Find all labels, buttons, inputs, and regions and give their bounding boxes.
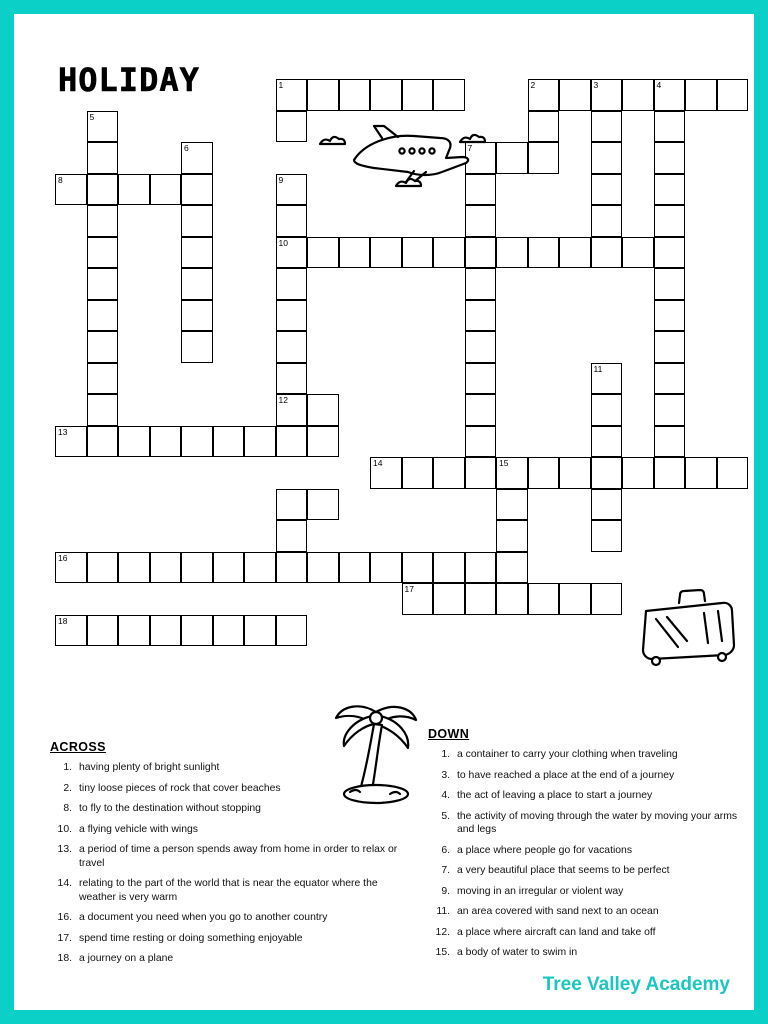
cell-number: 2 xyxy=(530,80,536,90)
down-heading: DOWN xyxy=(428,727,470,741)
cell-number: 8 xyxy=(58,174,63,185)
grid-cell[interactable] xyxy=(559,457,591,489)
grid-cell[interactable] xyxy=(276,331,308,363)
clue-number: 3. xyxy=(441,769,450,781)
grid-cell[interactable] xyxy=(339,237,371,269)
clue-item xyxy=(428,844,738,858)
grid-cell[interactable] xyxy=(654,205,686,237)
clue-number: 9. xyxy=(441,885,450,897)
grid-cell-numbered[interactable] xyxy=(591,363,623,395)
grid-cell[interactable] xyxy=(118,174,150,206)
grid-cell[interactable] xyxy=(244,552,276,584)
grid-cell[interactable] xyxy=(465,331,497,363)
clue-text: the activity of moving through the water by moving your arms and legs xyxy=(457,810,738,835)
grid-cell[interactable] xyxy=(528,457,560,489)
cell-number: 9 xyxy=(278,174,284,185)
grid-cell[interactable] xyxy=(402,552,434,584)
clue-text: a document you need when you go to another country xyxy=(79,912,328,923)
clue-number: 4. xyxy=(441,790,450,801)
clue-text: a period of time a person spends away from home in order to relax or travel xyxy=(79,844,398,869)
cell-number: 16 xyxy=(58,552,68,563)
clue-item xyxy=(428,769,738,783)
grid-cell[interactable] xyxy=(591,520,623,552)
grid-cell-numbered[interactable] xyxy=(496,457,528,489)
grid-cell[interactable] xyxy=(339,552,371,584)
cell-number: 4 xyxy=(656,80,662,90)
grid-cell[interactable] xyxy=(370,79,402,111)
clue-text: a very beautiful place that seems to be perfect xyxy=(457,865,670,876)
grid-cell-numbered[interactable] xyxy=(276,237,308,269)
grid-cell[interactable] xyxy=(370,552,402,584)
grid-cell[interactable] xyxy=(118,552,150,584)
grid-cell[interactable] xyxy=(276,520,308,552)
clue-number: 17. xyxy=(57,932,72,944)
grid-cell-numbered[interactable] xyxy=(87,111,119,143)
grid-cell[interactable] xyxy=(181,205,213,237)
grid-cell[interactable] xyxy=(591,111,623,143)
clue-text: a journey on a plane xyxy=(79,953,174,964)
grid-cell-numbered[interactable] xyxy=(591,79,623,111)
grid-cell[interactable] xyxy=(433,552,465,584)
grid-cell[interactable] xyxy=(307,552,339,584)
grid-cell[interactable] xyxy=(87,426,119,458)
grid-cell[interactable] xyxy=(276,205,308,237)
grid-cell[interactable] xyxy=(87,363,119,395)
clue-item xyxy=(428,946,738,960)
clue-number: 13. xyxy=(57,844,72,855)
clue-text: to have reached a place at the end of a journey xyxy=(457,769,675,781)
clue-item xyxy=(428,926,738,940)
grid-cell-numbered[interactable] xyxy=(276,79,308,111)
grid-cell[interactable] xyxy=(87,174,119,206)
grid-cell[interactable] xyxy=(307,426,339,458)
clue-number: 1. xyxy=(63,762,72,773)
grid-cell[interactable] xyxy=(591,426,623,458)
cell-number: 7 xyxy=(467,143,473,153)
grid-cell-numbered[interactable] xyxy=(55,174,87,206)
grid-cell[interactable] xyxy=(465,394,497,426)
grid-cell[interactable] xyxy=(591,489,623,521)
suitcase-icon xyxy=(634,589,739,667)
grid-cell[interactable] xyxy=(87,205,119,237)
cell-number: 3 xyxy=(593,80,599,90)
airplane-icon xyxy=(314,124,504,194)
grid-cell-numbered[interactable] xyxy=(654,79,686,111)
grid-cell[interactable] xyxy=(717,79,749,111)
clue-text: the act of leaving a place to start a journey xyxy=(457,790,653,801)
grid-cell-numbered[interactable] xyxy=(55,426,87,458)
clue-item xyxy=(428,748,738,762)
grid-cell[interactable] xyxy=(87,237,119,269)
grid-cell[interactable] xyxy=(307,489,339,521)
grid-cell[interactable] xyxy=(591,457,623,489)
cell-number: 15 xyxy=(499,458,509,468)
grid-cell[interactable] xyxy=(496,552,528,584)
cell-number: 18 xyxy=(58,615,68,626)
grid-cell[interactable] xyxy=(622,457,654,489)
grid-cell[interactable] xyxy=(276,268,308,300)
clue-item xyxy=(50,823,400,837)
grid-cell[interactable] xyxy=(654,268,686,300)
clue-number: 11. xyxy=(436,906,450,917)
grid-cell[interactable] xyxy=(276,489,308,521)
clue-item xyxy=(428,789,738,803)
grid-cell[interactable] xyxy=(87,300,119,332)
grid-cell[interactable] xyxy=(181,174,213,206)
cell-number: 5 xyxy=(89,111,95,122)
clue-item xyxy=(50,952,400,966)
grid-cell[interactable] xyxy=(465,583,497,615)
clue-text: a place where people go for vacations xyxy=(457,844,633,856)
grid-cell[interactable] xyxy=(465,300,497,332)
grid-cell[interactable] xyxy=(528,583,560,615)
grid-cell[interactable] xyxy=(276,363,308,395)
grid-cell[interactable] xyxy=(654,457,686,489)
grid-cell[interactable] xyxy=(465,205,497,237)
grid-cell[interactable] xyxy=(622,237,654,269)
grid-cell[interactable] xyxy=(244,615,276,647)
grid-cell[interactable] xyxy=(213,426,245,458)
grid-cell[interactable] xyxy=(559,237,591,269)
grid-cell[interactable] xyxy=(370,237,402,269)
cell-number: 6 xyxy=(184,143,189,153)
grid-cell[interactable] xyxy=(654,111,686,143)
across-heading: ACROSS xyxy=(50,740,106,754)
grid-cell[interactable] xyxy=(559,583,591,615)
grid-cell[interactable] xyxy=(276,426,308,458)
clue-number: 18. xyxy=(57,953,72,964)
cell-number: 17 xyxy=(404,584,414,594)
clue-item xyxy=(428,905,738,919)
grid-cell[interactable] xyxy=(496,489,528,521)
grid-cell[interactable] xyxy=(433,237,465,269)
grid-cell-numbered[interactable] xyxy=(55,615,87,647)
clue-text: having plenty of bright sunlight xyxy=(79,762,220,773)
grid-cell-numbered[interactable] xyxy=(276,174,308,206)
down-clues xyxy=(428,727,738,967)
clue-number: 10. xyxy=(57,823,72,835)
grid-cell[interactable] xyxy=(465,237,497,269)
grid-cell[interactable] xyxy=(276,615,308,647)
clue-item xyxy=(50,802,400,816)
clue-number: 12. xyxy=(435,926,450,938)
grid-cell[interactable] xyxy=(465,363,497,395)
clue-number: 16. xyxy=(57,912,72,923)
grid-cell[interactable] xyxy=(654,394,686,426)
grid-cell[interactable] xyxy=(181,268,213,300)
grid-cell[interactable] xyxy=(213,552,245,584)
grid-cell[interactable] xyxy=(402,457,434,489)
clue-number: 15. xyxy=(435,947,450,958)
cell-number: 14 xyxy=(373,458,383,468)
grid-cell[interactable] xyxy=(685,79,717,111)
grid-cell[interactable] xyxy=(591,174,623,206)
page-title: HOLIDAY xyxy=(58,61,200,99)
grid-cell[interactable] xyxy=(622,79,654,111)
clue-text: tiny loose pieces of rock that cover beaches xyxy=(79,782,281,794)
grid-cell[interactable] xyxy=(433,583,465,615)
grid-cell[interactable] xyxy=(213,615,245,647)
grid-cell-numbered[interactable] xyxy=(55,552,87,584)
grid-cell[interactable] xyxy=(87,331,119,363)
clue-text: relating to the part of the world that is near the equator where the weather is very warm xyxy=(79,878,378,903)
clue-number: 1. xyxy=(441,749,450,760)
grid-cell[interactable] xyxy=(402,237,434,269)
grid-cell[interactable] xyxy=(654,331,686,363)
grid-cell[interactable] xyxy=(118,615,150,647)
grid-cell[interactable] xyxy=(465,426,497,458)
across-clues xyxy=(50,740,400,973)
grid-cell[interactable] xyxy=(654,174,686,206)
grid-cell[interactable] xyxy=(654,237,686,269)
grid-cell[interactable] xyxy=(181,552,213,584)
grid-cell[interactable] xyxy=(181,615,213,647)
clue-number: 2. xyxy=(63,782,72,794)
clue-text: spend time resting or doing something enjoyable xyxy=(79,932,303,944)
grid-cell[interactable] xyxy=(654,142,686,174)
cell-number: 12 xyxy=(278,395,288,405)
grid-cell-numbered[interactable] xyxy=(370,457,402,489)
grid-cell[interactable] xyxy=(181,300,213,332)
grid-cell[interactable] xyxy=(528,142,560,174)
grid-cell-numbered[interactable] xyxy=(528,79,560,111)
clue-number: 14. xyxy=(57,878,72,889)
grid-cell[interactable] xyxy=(339,79,371,111)
clue-item xyxy=(50,932,400,946)
clue-number: 8. xyxy=(63,803,72,814)
grid-cell[interactable] xyxy=(87,552,119,584)
clue-number: 6. xyxy=(441,844,450,856)
grid-cell[interactable] xyxy=(87,142,119,174)
clue-text: a place where aircraft can land and take off xyxy=(457,926,656,938)
clue-item xyxy=(50,761,400,775)
clue-text: an area covered with sand next to an ocean xyxy=(457,906,659,917)
cell-number: 11 xyxy=(593,363,603,374)
grid-cell[interactable] xyxy=(496,520,528,552)
clue-text: moving in an irregular or violent way xyxy=(457,885,624,897)
grid-cell[interactable] xyxy=(528,237,560,269)
grid-cell[interactable] xyxy=(181,426,213,458)
grid-cell[interactable] xyxy=(654,363,686,395)
grid-cell[interactable] xyxy=(87,615,119,647)
cell-number: 10 xyxy=(278,237,288,248)
clue-text: a container to carry your clothing when traveling xyxy=(457,749,678,760)
clue-text: a body of water to swim in xyxy=(457,947,578,958)
grid-cell[interactable] xyxy=(654,300,686,332)
brand-footer: Tree Valley Academy xyxy=(542,974,730,995)
grid-cell[interactable] xyxy=(559,79,591,111)
grid-cell[interactable] xyxy=(244,426,276,458)
clue-number: 5. xyxy=(441,810,450,822)
grid-cell[interactable] xyxy=(496,237,528,269)
grid-cell[interactable] xyxy=(118,426,150,458)
grid-cell[interactable] xyxy=(685,457,717,489)
grid-cell[interactable] xyxy=(87,268,119,300)
grid-cell-numbered[interactable] xyxy=(181,142,213,174)
grid-cell[interactable] xyxy=(591,142,623,174)
grid-cell[interactable] xyxy=(150,174,182,206)
grid-cell[interactable] xyxy=(150,615,182,647)
grid-cell[interactable] xyxy=(181,237,213,269)
clue-item xyxy=(428,810,738,837)
grid-cell[interactable] xyxy=(465,268,497,300)
grid-cell[interactable] xyxy=(591,394,623,426)
grid-cell[interactable] xyxy=(654,426,686,458)
grid-cell[interactable] xyxy=(402,79,434,111)
worksheet-page xyxy=(14,14,754,1010)
cell-number: 1 xyxy=(278,80,284,90)
grid-cell[interactable] xyxy=(591,237,623,269)
grid-cell[interactable] xyxy=(591,583,623,615)
grid-cell[interactable] xyxy=(307,79,339,111)
clue-text: a flying vehicle with wings xyxy=(79,823,198,835)
grid-cell-numbered[interactable] xyxy=(402,583,434,615)
clue-item xyxy=(428,864,738,878)
grid-cell[interactable] xyxy=(433,79,465,111)
grid-cell[interactable] xyxy=(433,457,465,489)
grid-cell[interactable] xyxy=(307,394,339,426)
grid-cell[interactable] xyxy=(276,300,308,332)
grid-cell[interactable] xyxy=(307,237,339,269)
grid-cell[interactable] xyxy=(528,111,560,143)
grid-cell[interactable] xyxy=(150,552,182,584)
grid-cell[interactable] xyxy=(496,583,528,615)
grid-cell[interactable] xyxy=(276,552,308,584)
grid-cell[interactable] xyxy=(465,552,497,584)
clue-item xyxy=(428,885,738,899)
grid-cell[interactable] xyxy=(87,394,119,426)
grid-cell[interactable] xyxy=(465,457,497,489)
clue-item xyxy=(50,911,400,925)
clue-item xyxy=(50,782,400,796)
clue-item xyxy=(50,877,400,904)
grid-cell[interactable] xyxy=(181,331,213,363)
grid-cell[interactable] xyxy=(150,426,182,458)
clue-item xyxy=(50,843,400,870)
grid-cell-numbered[interactable] xyxy=(276,394,308,426)
clue-text: to fly to the destination without stopping xyxy=(79,803,261,814)
cell-number: 13 xyxy=(58,426,68,437)
clue-number: 7. xyxy=(441,865,450,876)
grid-cell[interactable] xyxy=(717,457,749,489)
grid-cell[interactable] xyxy=(276,111,308,143)
grid-cell[interactable] xyxy=(591,205,623,237)
